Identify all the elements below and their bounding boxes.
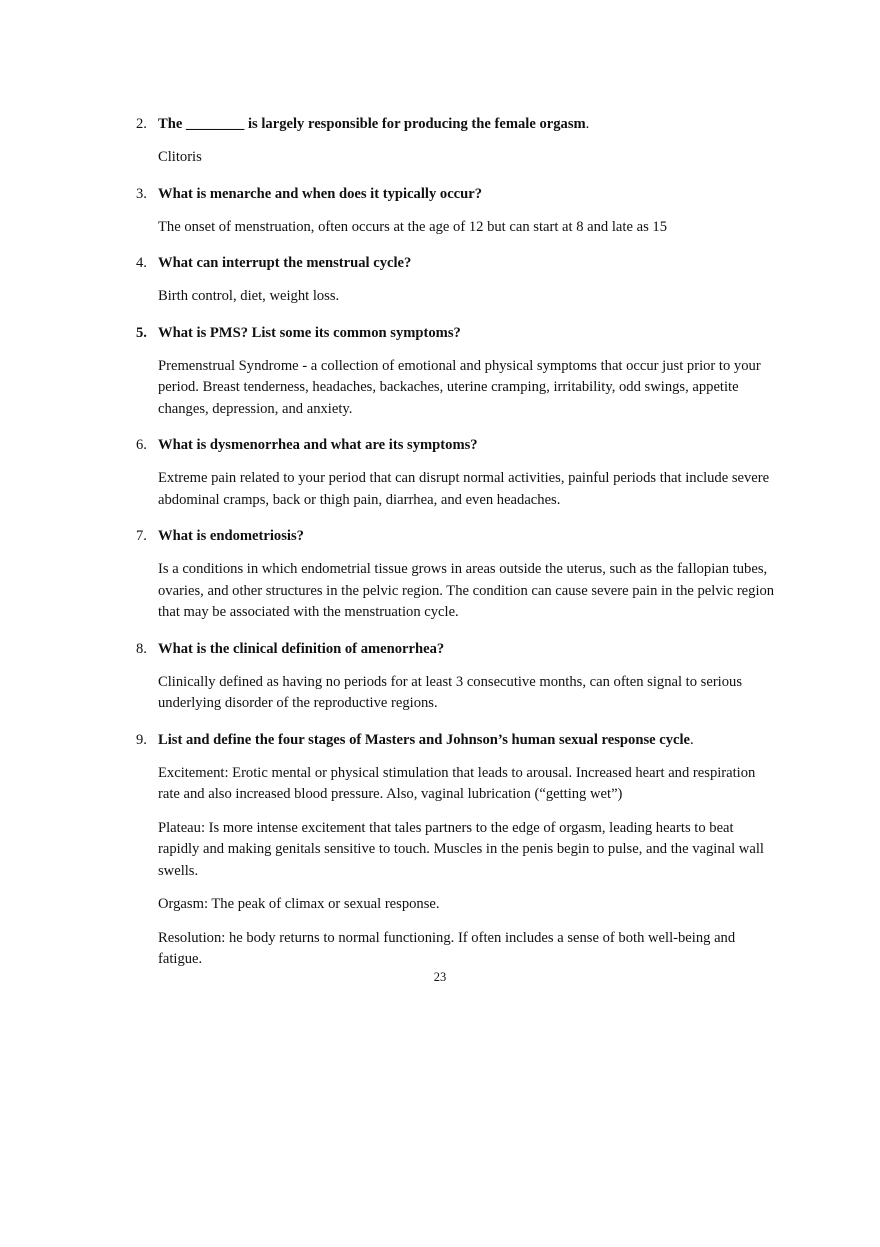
question-row (0, 638, 880, 660)
question-label: What can interrupt the menstrual cycle? (158, 255, 412, 271)
question-number: 9. (136, 731, 147, 748)
question-number: 7. (136, 528, 147, 544)
question-row (0, 113, 880, 135)
question-row (0, 434, 880, 456)
question-number: 5. (136, 324, 147, 341)
question-item (0, 322, 880, 421)
question-number: 3. (136, 185, 147, 202)
question-label: List and define the four stages of Masters and Johnson’s human sexual response cycle (158, 731, 691, 748)
answer-block (158, 468, 778, 511)
question-text (158, 638, 444, 660)
answer-paragraph: Premenstrual Syndrome - a collection of emotional and physical symptoms that occur just prior to your period. Breast tenderness, headaches, backaches, uterine cramping, irritability, odd swings, appetite changes, depression, and anxiety. (158, 357, 761, 417)
answer-block (158, 147, 778, 169)
answer-block (158, 559, 778, 624)
answer-paragraph: Resolution: he body returns to normal functioning. If often includes a sense of both well-being and fatigue. (158, 929, 736, 967)
answer-block (158, 286, 778, 308)
question-label: The ________ is largely responsible for producing the female orgasm (158, 116, 586, 132)
question-list (0, 113, 880, 985)
answer-block (158, 217, 778, 239)
question-item (0, 729, 880, 971)
answer-block (158, 672, 778, 715)
answer-paragraph: Extreme pain related to your period that can disrupt normal activities, painful periods that include severe abdominal cramps, back or thigh pain, diarrhea, and even headaches. (158, 470, 770, 508)
question-label: What is PMS? List some its common symptoms? (158, 324, 461, 341)
question-number: 2. (136, 116, 147, 132)
question-punctuation: . (690, 731, 694, 748)
question-row (0, 322, 880, 344)
page-number: 23 (433, 970, 447, 984)
answer-paragraph: Plateau: Is more intense excitement that tales partners to the edge of orgasm, leading hearts to beat rapidly and making genitals sensitive to touch. Muscles in the penis begin to pulse, and the vaginal wall swells. (158, 819, 764, 879)
question-label: What is menarche and when does it typically occur? (158, 185, 483, 202)
question-text (158, 525, 304, 547)
question-row (0, 252, 880, 274)
question-label: What is dysmenorrhea and what are its symptoms? (158, 437, 478, 453)
question-text (158, 434, 478, 456)
question-row (0, 183, 880, 205)
answer-paragraph: Clinically defined as having no periods for at least 3 consecutive months, can often signal to serious underlying disorder of the reproductive regions. (158, 673, 743, 711)
question-item (0, 525, 880, 624)
answer-paragraph: Orgasm: The peak of climax or sexual response. (158, 896, 440, 912)
question-row (0, 729, 880, 751)
question-item (0, 183, 880, 239)
answer-paragraph: Birth control, diet, weight loss. (158, 288, 340, 304)
question-item (0, 434, 880, 511)
answer-paragraph: The onset of menstruation, often occurs at the age of 12 but can start at 8 and late as 15 (158, 218, 667, 235)
question-item (0, 252, 880, 308)
question-text (158, 252, 411, 274)
answer-paragraph: Excitement: Erotic mental or physical stimulation that leads to arousal. Increased heart and respiration rate and also increased blood pressure. Also, vaginal lubrication (“getting wet”) (158, 764, 756, 802)
question-text (158, 183, 482, 205)
question-row (0, 525, 880, 547)
question-label: What is endometriosis? (158, 528, 304, 544)
answer-paragraph: Clitoris (158, 149, 202, 165)
answer-paragraph: Is a conditions in which endometrial tissue grows in areas outside the uterus, such as the fallopian tubes, ovaries, and other structures in the pelvic region. The condition can cause severe pain in the pelvic region that may be associated with the menstruation cycle. (158, 561, 775, 620)
question-number: 4. (136, 255, 147, 271)
question-text (158, 322, 461, 344)
question-number: 6. (136, 437, 147, 453)
question-punctuation: . (585, 116, 590, 132)
question-label: What is the clinical definition of amenorrhea? (158, 640, 445, 657)
answer-block (158, 763, 778, 971)
question-text (158, 113, 589, 135)
question-item (0, 638, 880, 715)
question-text (158, 729, 694, 751)
answer-block (158, 356, 778, 421)
question-number: 8. (136, 640, 147, 657)
question-item (0, 113, 880, 169)
